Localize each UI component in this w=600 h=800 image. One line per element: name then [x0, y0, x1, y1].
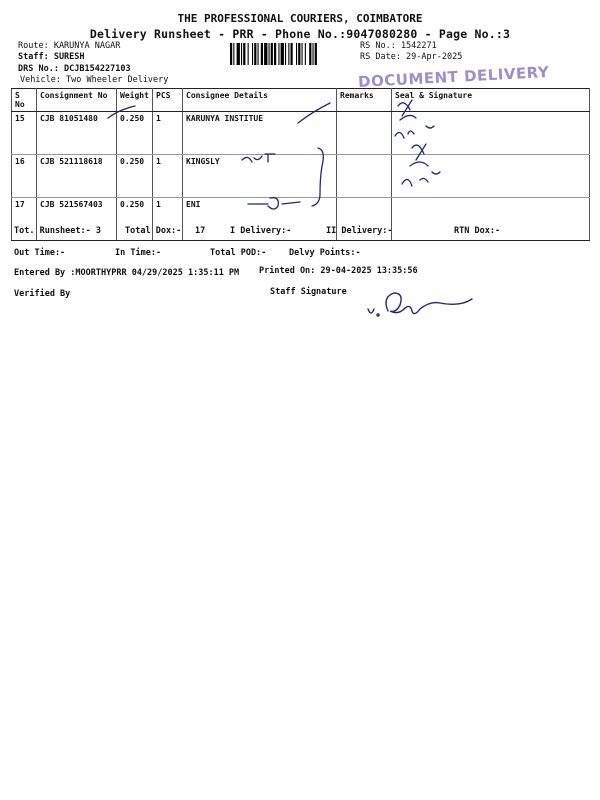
cell-pcs: 1: [153, 198, 183, 241]
cell-pcs: 1: [153, 112, 183, 155]
col-header-consignee: Consignee Details: [183, 89, 337, 112]
ii-delivery-label: II Delivery:-: [326, 226, 393, 236]
verified-by-label: Verified By: [14, 289, 71, 299]
runsheet-subtitle: Delivery Runsheet - PRR - Phone No.:9047080280 - Page No.:3: [89, 27, 511, 41]
document-delivery-stamp: DOCUMENT DELIVERY: [357, 63, 550, 91]
barcode-bar: [285, 43, 286, 65]
in-time-label: In Time:-: [115, 248, 162, 258]
barcode-bar: [305, 43, 306, 65]
barcode-bar: [298, 43, 300, 65]
route-label: Route: KARUNYA NAGAR: [18, 41, 121, 51]
staff-signature-scribble: [360, 285, 500, 330]
barcode-bar: [278, 43, 279, 65]
barcode-bar: [233, 43, 234, 65]
consignment-table: [11, 88, 590, 241]
col-header-weight: Weight: [117, 89, 153, 112]
barcode-bar: [237, 43, 240, 65]
staff-signature-label: Staff Signature: [270, 287, 347, 297]
barcode-bar: [271, 43, 273, 65]
delvy-points-label: Delvy Points:-: [289, 248, 361, 258]
barcode-bar: [264, 43, 267, 65]
barcode-bar: [315, 43, 317, 65]
vehicle-label: Vehicle: Two Wheeler Delivery: [20, 75, 169, 85]
barcode-bar: [258, 43, 259, 65]
col-header-remarks: Remarks: [337, 89, 392, 112]
barcode-bar: [281, 43, 284, 65]
cell-consignee: ENI: [183, 198, 337, 241]
staff-label: Staff: SURESH: [18, 52, 85, 62]
printed-on: Printed On: 29-04-2025 13:35:56: [259, 266, 418, 276]
barcode-bar: [309, 43, 311, 65]
cell-signature: [392, 112, 590, 155]
rs-date: RS Date: 29-Apr-2025: [360, 52, 463, 62]
barcode-bar: [261, 43, 263, 65]
barcode-bar: [313, 43, 314, 65]
cell-sno: 15: [12, 112, 37, 155]
cell-consignment: CJB 81051480: [37, 112, 117, 155]
cell-signature: [392, 155, 590, 198]
cell-consignee: KINGSLY: [183, 155, 337, 198]
barcode-bar: [291, 43, 293, 65]
total-pod-label: Total POD:-: [210, 248, 267, 258]
col-header-sno: S No: [12, 89, 37, 112]
barcode-bar: [302, 43, 303, 65]
cell-pcs: 1: [153, 155, 183, 198]
drs-number: DRS No.: DCJB154227103: [18, 64, 131, 74]
barcode-bar: [241, 43, 242, 65]
cell-weight: 0.250: [117, 198, 153, 241]
cell-remarks: [337, 112, 392, 155]
out-time-label: Out Time:-: [14, 248, 66, 258]
total-dox-label: Total Dox:-: [125, 226, 182, 236]
rs-number: RS No.: 1542271: [360, 41, 437, 51]
table-header-row: [12, 89, 590, 112]
cell-remarks: [337, 155, 392, 198]
col-header-signature: Seal & Signature: [392, 89, 590, 112]
rtn-dox-label: RTN Dox:-: [454, 226, 501, 236]
barcode-bar: [248, 43, 249, 65]
col-header-consignment: Consignment No: [37, 89, 117, 112]
barcode-bar: [296, 43, 297, 65]
barcode-bar: [269, 43, 270, 65]
table-row: [12, 155, 590, 198]
cell-weight: 0.250: [117, 112, 153, 155]
i-delivery-label: I Delivery:-: [230, 226, 292, 236]
total-dox-value: 17: [195, 226, 206, 236]
tot-runsheet-label: Tot. Runsheet:- 3: [14, 226, 101, 236]
entered-by: Entered By :MOORTHYPRR 04/29/2025 1:35:11 PM: [14, 268, 240, 278]
barcode-bar: [252, 43, 253, 65]
cell-consignment: CJB 521118618: [37, 155, 117, 198]
barcode-bar: [230, 43, 232, 65]
barcode-bar: [243, 43, 245, 65]
barcode-bar: [288, 43, 289, 65]
cell-consignment: CJB 521567403: [37, 198, 117, 241]
cell-sno: 17: [12, 198, 37, 241]
table-row: [12, 112, 590, 155]
cell-weight: 0.250: [117, 155, 153, 198]
barcode-bar: [274, 43, 276, 65]
document-title: THE PROFESSIONAL COURIERS, COIMBATORE: [177, 12, 423, 25]
cell-consignee: KARUNYA INSTITUE: [183, 112, 337, 155]
cell-sno: 16: [12, 155, 37, 198]
barcode-bar: [254, 43, 256, 65]
barcode-image: [230, 43, 354, 65]
col-header-pcs: PCS: [153, 89, 183, 112]
